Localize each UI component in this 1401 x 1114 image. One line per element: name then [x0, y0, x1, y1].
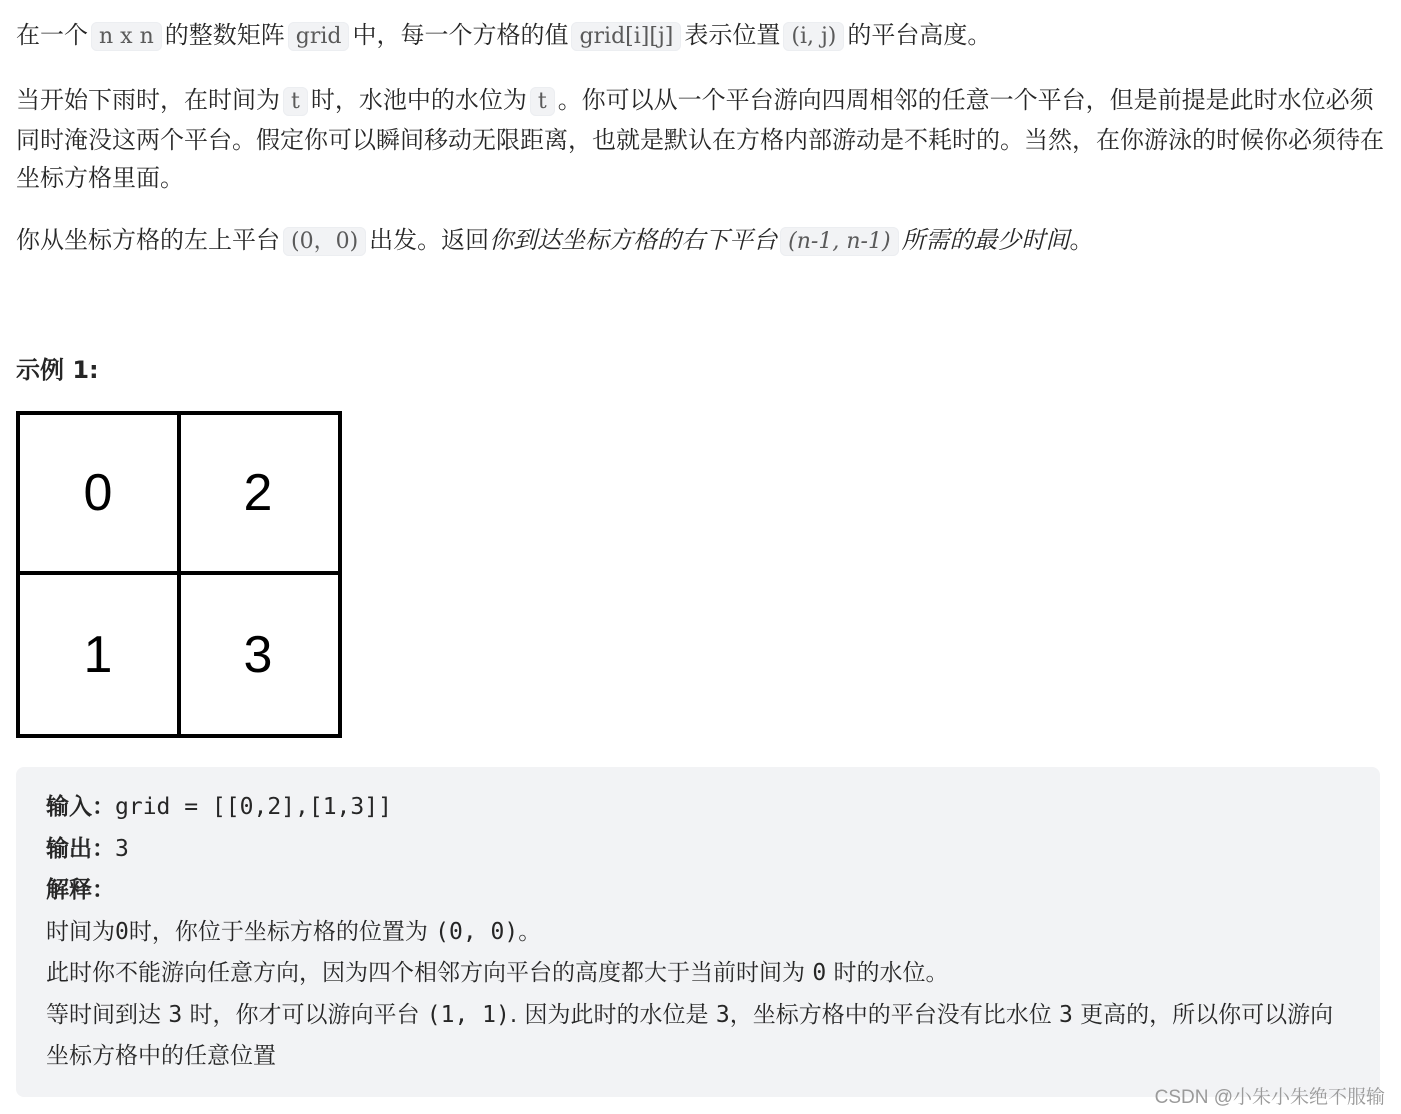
text: 0 [115, 918, 129, 945]
grid-cell-value: 2 [243, 464, 273, 522]
inline-code: (n-1, n-1) [780, 227, 898, 256]
text: 当开始下雨时，在时间为 [16, 86, 280, 114]
example-output [46, 829, 1350, 871]
grid-cell-value: 3 [243, 626, 273, 684]
grid-cell-value: 0 [83, 464, 113, 522]
inline-code: t [530, 87, 555, 116]
text: 时，你位于坐标方格的位置为 [128, 918, 436, 945]
text: 的平台高度。 [847, 21, 992, 49]
example-block [16, 767, 1380, 1097]
inline-code: (0，0) [283, 227, 366, 256]
text: 的整数矩阵 [164, 21, 285, 49]
watermark: CSDN @小朱小朱绝不服输 [1154, 1087, 1385, 1108]
inline-code: grid[i][j] [571, 22, 681, 51]
explanation-line [46, 953, 1350, 995]
text: 等时间到达 [46, 1001, 169, 1028]
text: 你从坐标方格的左上平台 [16, 226, 280, 254]
example-heading: 示例 1: [16, 356, 99, 384]
grid-illustration [16, 410, 344, 740]
explanation-line [46, 912, 1350, 954]
text: 时的水位。 [826, 960, 949, 986]
explanation-line [46, 995, 1350, 1078]
text: 更高的，所以你可以游向坐标方格中的任意位置 [46, 1001, 1334, 1069]
text: 时间为 [46, 918, 115, 945]
explain-label: 解释： [46, 877, 115, 903]
example-explanation-label [46, 870, 1350, 912]
text: 。 [1069, 226, 1094, 254]
text: (1, 1) [426, 1001, 510, 1028]
text: 。你可以从一个平台游向四周相邻的任意一个平台，但是前提是此时水位必须同时淹没这两个平台。假定你可以瞬间移动无限距离，也就是默认在方格内部游动是不耗时的。当然，在你游泳的时候你必须待在坐标方格里面。 [16, 86, 1384, 192]
text: . 因为此时的水位是 [509, 1001, 716, 1028]
text: (0, 0) [435, 918, 519, 945]
output-label: 输出： [46, 835, 115, 862]
description-paragraph-1 [16, 16, 1386, 56]
text: 时，你才可以游向平台 [182, 1001, 427, 1028]
text: 在一个 [16, 21, 88, 49]
example-input [46, 787, 1350, 829]
inline-code: grid [288, 22, 350, 51]
emphasis: 所需的最少时间 [901, 226, 1070, 254]
inline-code: t [283, 87, 308, 116]
text: 3 [1059, 1001, 1073, 1028]
text: 表示位置 [684, 21, 781, 49]
text: 此时你不能游向任意方向，因为四个相邻方向平台的高度都大于当前时间为 [46, 960, 813, 986]
text: 时，水池中的水位为 [310, 86, 527, 114]
grid-cell-value: 1 [83, 626, 113, 684]
text: 中，每一个方格的值 [352, 21, 569, 49]
text: ，坐标方格中的平台没有比水位 [729, 1001, 1059, 1028]
inline-code: (i, j) [783, 22, 844, 51]
text: 3 [715, 1001, 730, 1028]
input-label: 输入： [46, 794, 115, 820]
description-paragraph-3 [16, 221, 1386, 261]
text: 3 [168, 1001, 183, 1028]
text: 出发。返回 [369, 226, 490, 254]
text: 。 [518, 918, 542, 945]
text: 0 [812, 960, 827, 986]
description-paragraph-2 [16, 81, 1386, 197]
inline-code: n x n [91, 22, 162, 51]
output-value: 3 [115, 835, 129, 862]
input-value: grid = [[0,2],[1,3]] [115, 794, 392, 820]
emphasis: 你到达坐标方格的右下平台 [489, 226, 778, 254]
